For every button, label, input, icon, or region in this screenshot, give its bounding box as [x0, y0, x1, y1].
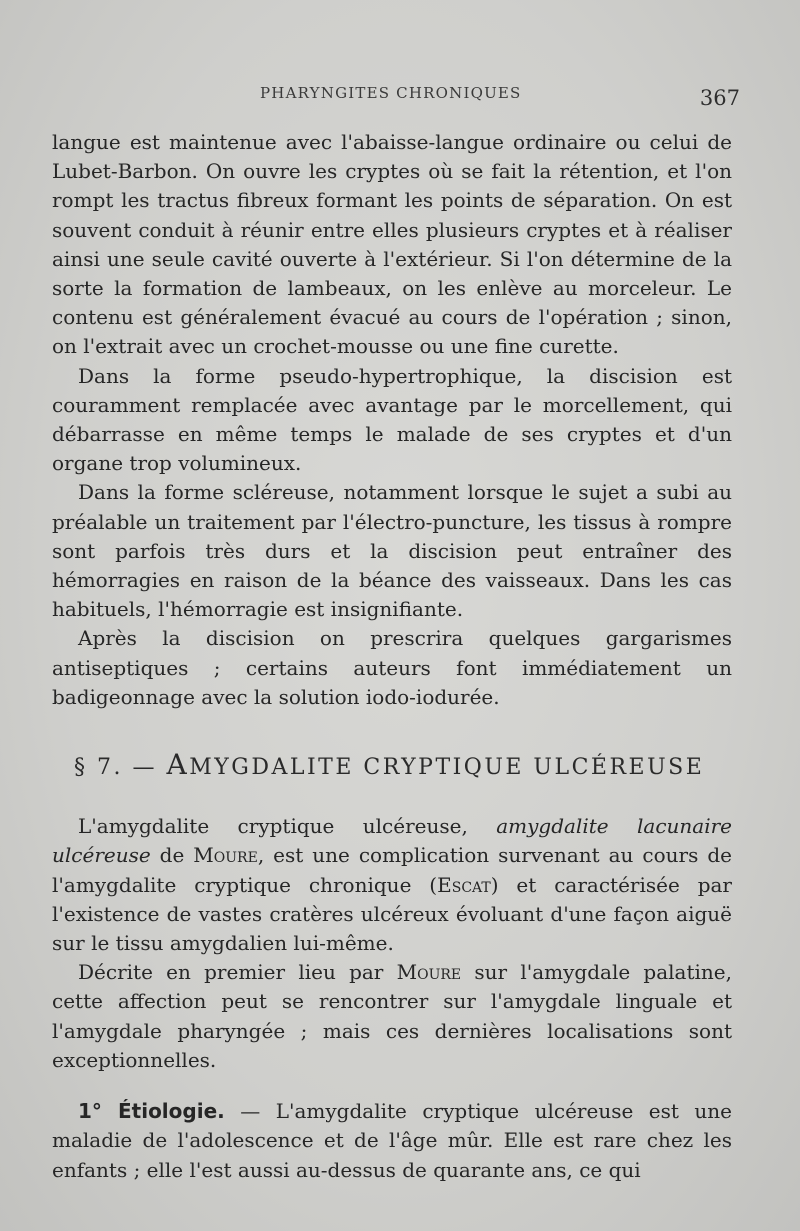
paragraph-3: Dans la forme scléreuse, notamment lorsque le sujet a subi au préalable un traitement par l'électro-puncture, les tissus à rompre sont parfois très durs et la discision peut entraîner des hémorragies en raison de la béance des vaisseaux. Dans les cas habituels, l'hémorragie est insignifiante. — [52, 480, 732, 622]
page-header — [55, 78, 740, 118]
italic-term: amygdalite lacunaire ulcéreuse — [52, 814, 732, 868]
paragraph-2: Dans la forme pseudo-hypertrophique, la discision est couramment remplacée avec avantage par le morcellement, qui débarrasse en même temps le malade de ses cryptes et d'un organe trop volumineux. — [52, 363, 732, 476]
paragraph-1: langue est maintenue avec l'abaisse-langue ordinaire ou celui de Lubet-Barbon. On ouvre les cryptes où se fait la rétention, et l'on rompt les tractus fibreux formant les points de séparation. On est souvent conduit à réunir entre elles plusieurs cryptes et à réaliser ainsi une seule cavité ouverte à l'extérieur. Si l'on détermine de la sorte la formation de lambeaux, on les enlève au morceleur. Le contenu est généralement évacué au cours de l'opération ; sinon, on l'extrait avec un crochet-mousse ou une fine curette. — [52, 130, 732, 359]
page-number: 367 — [699, 86, 740, 110]
subsection-heading: 1° Étiologie. — [78, 1099, 225, 1124]
author-name: Moure — [396, 960, 462, 985]
body-text — [52, 128, 732, 1185]
author-name: Escat — [437, 872, 491, 897]
section-number: § 7. — — [74, 755, 157, 781]
paragraph-6: Décrite en premier lieu par Moure sur l'amygdale palatine, cette affection peut se rencontrer sur l'amygdale linguale et l'amygdale pharyngée ; mais ces dernières localisations sont exceptionnelles. — [52, 960, 732, 1072]
paragraph-4: Après la discision on prescrira quelques gargarismes antiseptiques ; certains auteurs font immédiatement un badigeonnage avec la solution iodo-iodurée. — [52, 626, 732, 709]
section-title: MYGDALITE CRYPTIQUE ULCÉREUSE — [189, 755, 705, 781]
section-title-initial: A — [166, 748, 190, 782]
author-name: Moure — [193, 843, 258, 868]
running-title: PHARYNGITES CHRONIQUES — [260, 84, 522, 102]
section-heading — [74, 750, 732, 782]
paragraph-7: 1° Étiologie. — L'amygdalite cryptique ulcéreuse est une maladie de l'adolescence et de l'âge mûr. Elle est rare chez les enfants ; elle l'est aussi au-dessus de quarante ans, ce qui — [52, 1099, 732, 1182]
paragraph-5: L'amygdalite cryptique ulcéreuse, amygdalite lacunaire ulcéreuse de Moure, est une complication survenant au cours de l'amygdalite cryptique chronique (Escat) et caractérisée par l'existence de vastes cratères ulcéreux évoluant d'une façon aiguë sur le tissu amygdalien lui-même. — [52, 814, 732, 956]
